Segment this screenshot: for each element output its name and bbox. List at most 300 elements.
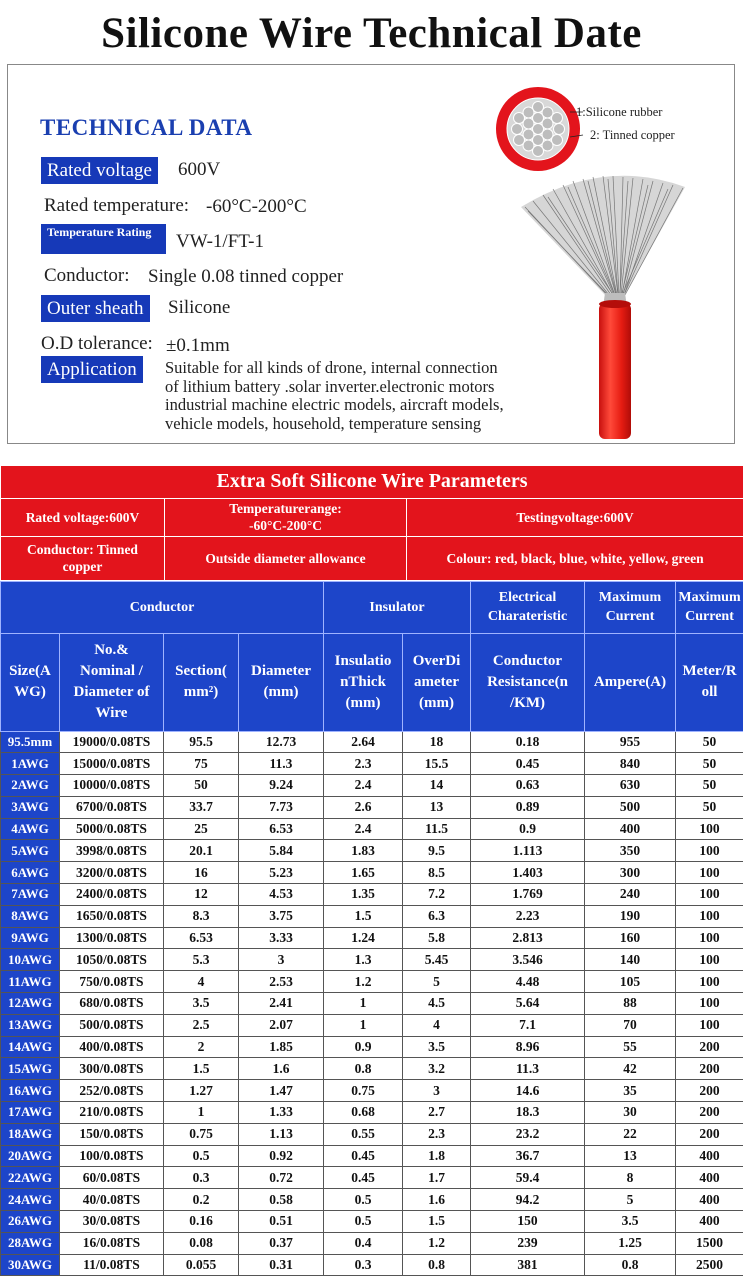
table-cell: 500/0.08TS <box>60 1014 164 1036</box>
table-cell: 200 <box>676 1036 743 1058</box>
table-cell: 42 <box>585 1058 676 1080</box>
table-cell: 50 <box>676 796 743 818</box>
table-cell: 100 <box>676 993 743 1015</box>
column-header-line: WG) <box>14 684 46 700</box>
column-header-line: (mm) <box>263 684 299 700</box>
table-cell: 1.25 <box>585 1232 676 1254</box>
table-cell: 1.85 <box>239 1036 324 1058</box>
table-cell: 10000/0.08TS <box>60 775 164 797</box>
size-cell: 17AWG <box>1 1102 60 1124</box>
table-cell: 1.3 <box>324 949 403 971</box>
size-cell: 12AWG <box>1 993 60 1015</box>
table-cell: 6.53 <box>239 818 324 840</box>
table-row <box>1 1058 743 1080</box>
table-cell: 94.2 <box>471 1189 585 1211</box>
size-cell: 1AWG <box>1 753 60 775</box>
table-cell: 0.5 <box>324 1189 403 1211</box>
table-cell: 0.58 <box>239 1189 324 1211</box>
table-cell: 140 <box>585 949 676 971</box>
table-cell: 0.55 <box>324 1123 403 1145</box>
table-cell: 35 <box>585 1080 676 1102</box>
table-cell: 400 <box>676 1189 743 1211</box>
header-line: Electrical <box>498 590 557 605</box>
table-cell: 1.33 <box>239 1102 324 1124</box>
table-cell: 1300/0.08TS <box>60 927 164 949</box>
table-cell: 3.5 <box>403 1036 471 1058</box>
table-cell: 1.5 <box>403 1211 471 1233</box>
table-cell: 1.13 <box>239 1123 324 1145</box>
table-cell: 0.72 <box>239 1167 324 1189</box>
table-cell: 1050/0.08TS <box>60 949 164 971</box>
size-cell: 6AWG <box>1 862 60 884</box>
table-cell: 400 <box>676 1145 743 1167</box>
table-cell: 0.45 <box>324 1145 403 1167</box>
table-cell: 1.5 <box>164 1058 239 1080</box>
table-cell: 2.3 <box>324 753 403 775</box>
table-cell: 1.769 <box>471 884 585 906</box>
table-cell: 100 <box>676 949 743 971</box>
table-cell: 0.5 <box>164 1145 239 1167</box>
table-cell: 100 <box>676 818 743 840</box>
table-row <box>1 818 743 840</box>
table-cell: 2.41 <box>239 993 324 1015</box>
table-cell: 0.63 <box>471 775 585 797</box>
table-cell: 190 <box>585 905 676 927</box>
table-row <box>1 1211 743 1233</box>
size-cell: 20AWG <box>1 1145 60 1167</box>
table-row <box>1 905 743 927</box>
table-cell: 18.3 <box>471 1102 585 1124</box>
table-cell: 1.8 <box>403 1145 471 1167</box>
column-header-line: oll <box>701 684 718 700</box>
table-cell: 1 <box>164 1102 239 1124</box>
colour-cell: Colour: red, black, blue, white, yellow, green <box>407 536 743 580</box>
table-cell: 0.055 <box>164 1254 239 1276</box>
od-tolerance-value: ±0.1mm <box>166 335 230 356</box>
table-cell: 1.2 <box>324 971 403 993</box>
table-cell: 33.7 <box>164 796 239 818</box>
table-cell: 8.96 <box>471 1036 585 1058</box>
table-cell: 30 <box>585 1102 676 1124</box>
table-row <box>1 1102 743 1124</box>
table-cell: 2.6 <box>324 796 403 818</box>
table-cell: 5.64 <box>471 993 585 1015</box>
table-cell: 300/0.08TS <box>60 1058 164 1080</box>
table-cell: 0.3 <box>324 1254 403 1276</box>
table-cell: 2.4 <box>324 818 403 840</box>
table-cell: 4 <box>164 971 239 993</box>
size-cell: 10AWG <box>1 949 60 971</box>
application-line: industrial machine electric models, aircraft models, <box>165 395 504 414</box>
table-cell: 36.7 <box>471 1145 585 1167</box>
table-cell: 1.47 <box>239 1080 324 1102</box>
table-cell: 1.35 <box>324 884 403 906</box>
table-cell: 150/0.08TS <box>60 1123 164 1145</box>
table-cell: 50 <box>164 775 239 797</box>
table-cell: 50 <box>676 753 743 775</box>
table-cell: 2.7 <box>403 1102 471 1124</box>
table-row <box>1 1123 743 1145</box>
table-cell: 55 <box>585 1036 676 1058</box>
parameters-data-table <box>0 581 743 1277</box>
column-header-line: /KM) <box>510 694 546 711</box>
table-cell: 150 <box>471 1211 585 1233</box>
conductor-value: Single 0.08 tinned copper <box>148 266 344 287</box>
table-cell: 5 <box>585 1189 676 1211</box>
table-cell: 3.2 <box>403 1058 471 1080</box>
table-cell: 400 <box>676 1167 743 1189</box>
table-cell: 3 <box>239 949 324 971</box>
table-cell: 0.51 <box>239 1211 324 1233</box>
column-header-line: Diameter of <box>73 684 150 700</box>
table-cell: 100 <box>676 840 743 862</box>
table-row <box>1 1232 743 1254</box>
table-cell: 16/0.08TS <box>60 1232 164 1254</box>
size-cell: 95.5mm <box>1 731 60 753</box>
max-current-header-1 <box>585 581 676 633</box>
table-cell: 200 <box>676 1102 743 1124</box>
table-cell: 210/0.08TS <box>60 1102 164 1124</box>
table-cell: 252/0.08TS <box>60 1080 164 1102</box>
table-row <box>1 862 743 884</box>
column-header-line: nThick <box>340 673 386 690</box>
table-cell: 1.6 <box>239 1058 324 1080</box>
table-cell: 350 <box>585 840 676 862</box>
size-cell: 11AWG <box>1 971 60 993</box>
table-cell: 1 <box>324 993 403 1015</box>
table-cell: 0.68 <box>324 1102 403 1124</box>
table-row <box>1 796 743 818</box>
header-line: Maximum <box>678 590 741 605</box>
column-header <box>403 633 471 731</box>
column-header <box>324 633 403 731</box>
parameters-title: Extra Soft Silicone Wire Parameters <box>1 466 743 498</box>
table-row <box>1 1145 743 1167</box>
table-cell: 2.53 <box>239 971 324 993</box>
electrical-group-header <box>471 581 585 633</box>
table-row <box>1 1254 743 1276</box>
column-header-line: Insulatio <box>334 652 392 669</box>
column-header-row <box>1 633 743 731</box>
table-cell: 88 <box>585 993 676 1015</box>
temperature-range-line: Temperaturerange: <box>229 501 342 516</box>
table-cell: 4.53 <box>239 884 324 906</box>
table-cell: 160 <box>585 927 676 949</box>
column-header <box>164 633 239 731</box>
table-cell: 1.403 <box>471 862 585 884</box>
table-cell: 0.37 <box>239 1232 324 1254</box>
size-cell: 4AWG <box>1 818 60 840</box>
table-cell: 500 <box>585 796 676 818</box>
rated-voltage-label: Rated voltage <box>41 157 158 184</box>
temperature-range-cell <box>165 498 407 536</box>
temperature-range-line: -60°C-200°C <box>248 518 323 533</box>
table-cell: 6700/0.08TS <box>60 796 164 818</box>
size-cell: 24AWG <box>1 1189 60 1211</box>
table-cell: 12.73 <box>239 731 324 753</box>
table-cell: 100 <box>676 927 743 949</box>
table-cell: 0.5 <box>324 1211 403 1233</box>
table-cell: 5.8 <box>403 927 471 949</box>
table-cell: 400 <box>585 818 676 840</box>
table-cell: 239 <box>471 1232 585 1254</box>
size-cell: 16AWG <box>1 1080 60 1102</box>
size-cell: 14AWG <box>1 1036 60 1058</box>
table-cell: 7.1 <box>471 1014 585 1036</box>
technical-data-heading: TECHNICAL DATA <box>40 115 253 140</box>
header-line: Maximum <box>598 590 662 605</box>
column-header <box>585 633 676 731</box>
rated-temperature-label: Rated temperature: <box>44 195 190 216</box>
application-line: Suitable for all kinds of drone, internal connection <box>165 358 498 377</box>
insulator-group-header: Insulator <box>324 581 471 633</box>
cross-section-label-copper: 2: Tinned copper <box>590 128 675 142</box>
table-cell: 13 <box>585 1145 676 1167</box>
table-cell: 1.2 <box>403 1232 471 1254</box>
table-row <box>1 753 743 775</box>
table-cell: 5.45 <box>403 949 471 971</box>
table-cell: 200 <box>676 1080 743 1102</box>
conductor-tinned-line: copper <box>62 559 103 574</box>
size-cell: 2AWG <box>1 775 60 797</box>
table-cell: 300 <box>585 862 676 884</box>
wire-cross-section-icon <box>488 85 588 175</box>
od-tolerance-label: O.D tolerance: <box>41 333 153 354</box>
data-rows <box>1 731 743 1276</box>
table-row <box>1 971 743 993</box>
column-header-line: Resistance(n <box>487 673 568 690</box>
table-cell: 3.33 <box>239 927 324 949</box>
table-row <box>1 884 743 906</box>
application-label: Application <box>41 356 143 383</box>
table-cell: 11/0.08TS <box>60 1254 164 1276</box>
column-header <box>471 633 585 731</box>
column-header-line: mm²) <box>183 684 219 700</box>
temperature-rating-label: Temperature Rating <box>41 224 166 254</box>
table-cell: 0.75 <box>324 1080 403 1102</box>
max-current-header-2 <box>676 581 743 633</box>
table-cell: 3 <box>403 1080 471 1102</box>
table-cell: 0.89 <box>471 796 585 818</box>
header-line: Charateristic <box>487 609 568 624</box>
table-cell: 14.6 <box>471 1080 585 1102</box>
table-cell: 2500 <box>676 1254 743 1276</box>
table-cell: 9.24 <box>239 775 324 797</box>
table-cell: 14 <box>403 775 471 797</box>
column-header-line: (mm) <box>345 694 381 711</box>
column-header <box>676 633 743 731</box>
table-cell: 5000/0.08TS <box>60 818 164 840</box>
table-cell: 11.3 <box>471 1058 585 1080</box>
table-cell: 1.113 <box>471 840 585 862</box>
table-cell: 2 <box>164 1036 239 1058</box>
table-cell: 1.65 <box>324 862 403 884</box>
table-cell: 5.84 <box>239 840 324 862</box>
table-cell: 18 <box>403 731 471 753</box>
table-cell: 60/0.08TS <box>60 1167 164 1189</box>
table-row <box>1 927 743 949</box>
column-header-line: Size(A <box>9 663 51 679</box>
table-cell: 8.3 <box>164 905 239 927</box>
table-cell: 381 <box>471 1254 585 1276</box>
table-cell: 5.23 <box>239 862 324 884</box>
table-cell: 2.07 <box>239 1014 324 1036</box>
table-cell: 400/0.08TS <box>60 1036 164 1058</box>
table-cell: 0.75 <box>164 1123 239 1145</box>
table-cell: 50 <box>676 775 743 797</box>
table-cell: 100/0.08TS <box>60 1145 164 1167</box>
size-cell: 30AWG <box>1 1254 60 1276</box>
table-cell: 3.5 <box>585 1211 676 1233</box>
column-header-line: Wire <box>95 705 128 721</box>
table-cell: 0.2 <box>164 1189 239 1211</box>
table-cell: 16 <box>164 862 239 884</box>
table-cell: 1500 <box>676 1232 743 1254</box>
table-cell: 5.3 <box>164 949 239 971</box>
table-cell: 1.27 <box>164 1080 239 1102</box>
header-line: Current <box>605 609 655 624</box>
table-cell: 0.31 <box>239 1254 324 1276</box>
size-cell: 8AWG <box>1 905 60 927</box>
table-cell: 2.64 <box>324 731 403 753</box>
column-header-line: OverDi <box>412 652 461 669</box>
conductor-label: Conductor: <box>44 265 130 286</box>
outside-diameter-cell: Outside diameter allowance <box>165 536 407 580</box>
column-header <box>239 633 324 731</box>
table-cell: 955 <box>585 731 676 753</box>
size-cell: 28AWG <box>1 1232 60 1254</box>
table-row <box>1 1167 743 1189</box>
table-row <box>1 775 743 797</box>
table-cell: 15.5 <box>403 753 471 775</box>
table-cell: 30/0.08TS <box>60 1211 164 1233</box>
table-cell: 100 <box>676 884 743 906</box>
table-cell: 5 <box>403 971 471 993</box>
size-cell: 18AWG <box>1 1123 60 1145</box>
table-cell: 23.2 <box>471 1123 585 1145</box>
conductor-tinned-line: Conductor: Tinned <box>27 542 138 557</box>
table-cell: 4 <box>403 1014 471 1036</box>
table-cell: 1.24 <box>324 927 403 949</box>
silicone-wire-icon <box>513 167 693 439</box>
table-cell: 105 <box>585 971 676 993</box>
table-cell: 2.23 <box>471 905 585 927</box>
size-cell: 13AWG <box>1 1014 60 1036</box>
column-header <box>1 633 60 731</box>
rated-voltage-value: 600V <box>178 159 221 180</box>
table-cell: 2.4 <box>324 775 403 797</box>
column-header-line: No.& <box>94 642 129 658</box>
column-header-line: Conductor <box>492 652 563 669</box>
size-cell: 7AWG <box>1 884 60 906</box>
table-cell: 680/0.08TS <box>60 993 164 1015</box>
table-cell: 11.3 <box>239 753 324 775</box>
table-cell: 2.813 <box>471 927 585 949</box>
table-cell: 50 <box>676 731 743 753</box>
table-cell: 8 <box>585 1167 676 1189</box>
table-cell: 0.8 <box>324 1058 403 1080</box>
parameters-table-section <box>0 466 743 1276</box>
table-cell: 8.5 <box>403 862 471 884</box>
technical-data-panel <box>7 64 735 444</box>
table-cell: 0.45 <box>324 1167 403 1189</box>
table-cell: 4.48 <box>471 971 585 993</box>
table-cell: 1.5 <box>324 905 403 927</box>
table-cell: 200 <box>676 1123 743 1145</box>
table-cell: 100 <box>676 905 743 927</box>
size-cell: 22AWG <box>1 1167 60 1189</box>
table-cell: 3200/0.08TS <box>60 862 164 884</box>
table-row <box>1 993 743 1015</box>
table-cell: 2.5 <box>164 1014 239 1036</box>
size-cell: 5AWG <box>1 840 60 862</box>
table-cell: 3.5 <box>164 993 239 1015</box>
table-cell: 19000/0.08TS <box>60 731 164 753</box>
temperature-rating-value: VW-1/FT-1 <box>176 231 264 252</box>
table-cell: 4.5 <box>403 993 471 1015</box>
table-row <box>1 1036 743 1058</box>
table-cell: 630 <box>585 775 676 797</box>
table-cell: 0.8 <box>403 1254 471 1276</box>
table-cell: 22 <box>585 1123 676 1145</box>
table-row <box>1 840 743 862</box>
table-cell: 1650/0.08TS <box>60 905 164 927</box>
table-cell: 0.8 <box>585 1254 676 1276</box>
table-cell: 1.7 <box>403 1167 471 1189</box>
table-cell: 9.5 <box>403 840 471 862</box>
table-cell: 11.5 <box>403 818 471 840</box>
table-cell: 0.9 <box>324 1036 403 1058</box>
application-line: of lithium battery .solar inverter.electronic motors <box>165 376 495 396</box>
column-header-line: Section( <box>175 663 227 679</box>
conductor-tinned-cell <box>1 536 165 580</box>
table-cell: 20.1 <box>164 840 239 862</box>
table-cell: 840 <box>585 753 676 775</box>
table-cell: 0.18 <box>471 731 585 753</box>
table-cell: 13 <box>403 796 471 818</box>
table-cell: 25 <box>164 818 239 840</box>
column-header-line: (mm) <box>419 694 454 711</box>
table-cell: 3998/0.08TS <box>60 840 164 862</box>
table-row <box>1 731 743 753</box>
column-header-line: Ampere(A) <box>593 673 667 690</box>
column-header-line: ameter <box>414 673 459 690</box>
application-line: vehicle models, household, temperature sensing <box>165 413 482 433</box>
table-cell: 0.08 <box>164 1232 239 1254</box>
table-cell: 100 <box>676 971 743 993</box>
table-cell: 3.546 <box>471 949 585 971</box>
conductor-group-header: Conductor <box>1 581 324 633</box>
size-cell: 26AWG <box>1 1211 60 1233</box>
page-title: Silicone Wire Technical Date <box>101 10 642 57</box>
size-cell: 3AWG <box>1 796 60 818</box>
testing-voltage-cell: Testingvoltage:600V <box>407 498 743 536</box>
table-cell: 15000/0.08TS <box>60 753 164 775</box>
size-cell: 15AWG <box>1 1058 60 1080</box>
table-cell: 0.16 <box>164 1211 239 1233</box>
column-header-line: Diameter <box>251 663 311 679</box>
table-row <box>1 1014 743 1036</box>
column-header <box>60 633 164 731</box>
table-cell: 12 <box>164 884 239 906</box>
size-cell: 9AWG <box>1 927 60 949</box>
rated-temperature-value: -60°C-200°C <box>206 196 307 217</box>
table-cell: 0.9 <box>471 818 585 840</box>
table-cell: 0.3 <box>164 1167 239 1189</box>
table-cell: 6.53 <box>164 927 239 949</box>
outer-sheath-value: Silicone <box>168 297 231 318</box>
application-text <box>165 359 504 433</box>
